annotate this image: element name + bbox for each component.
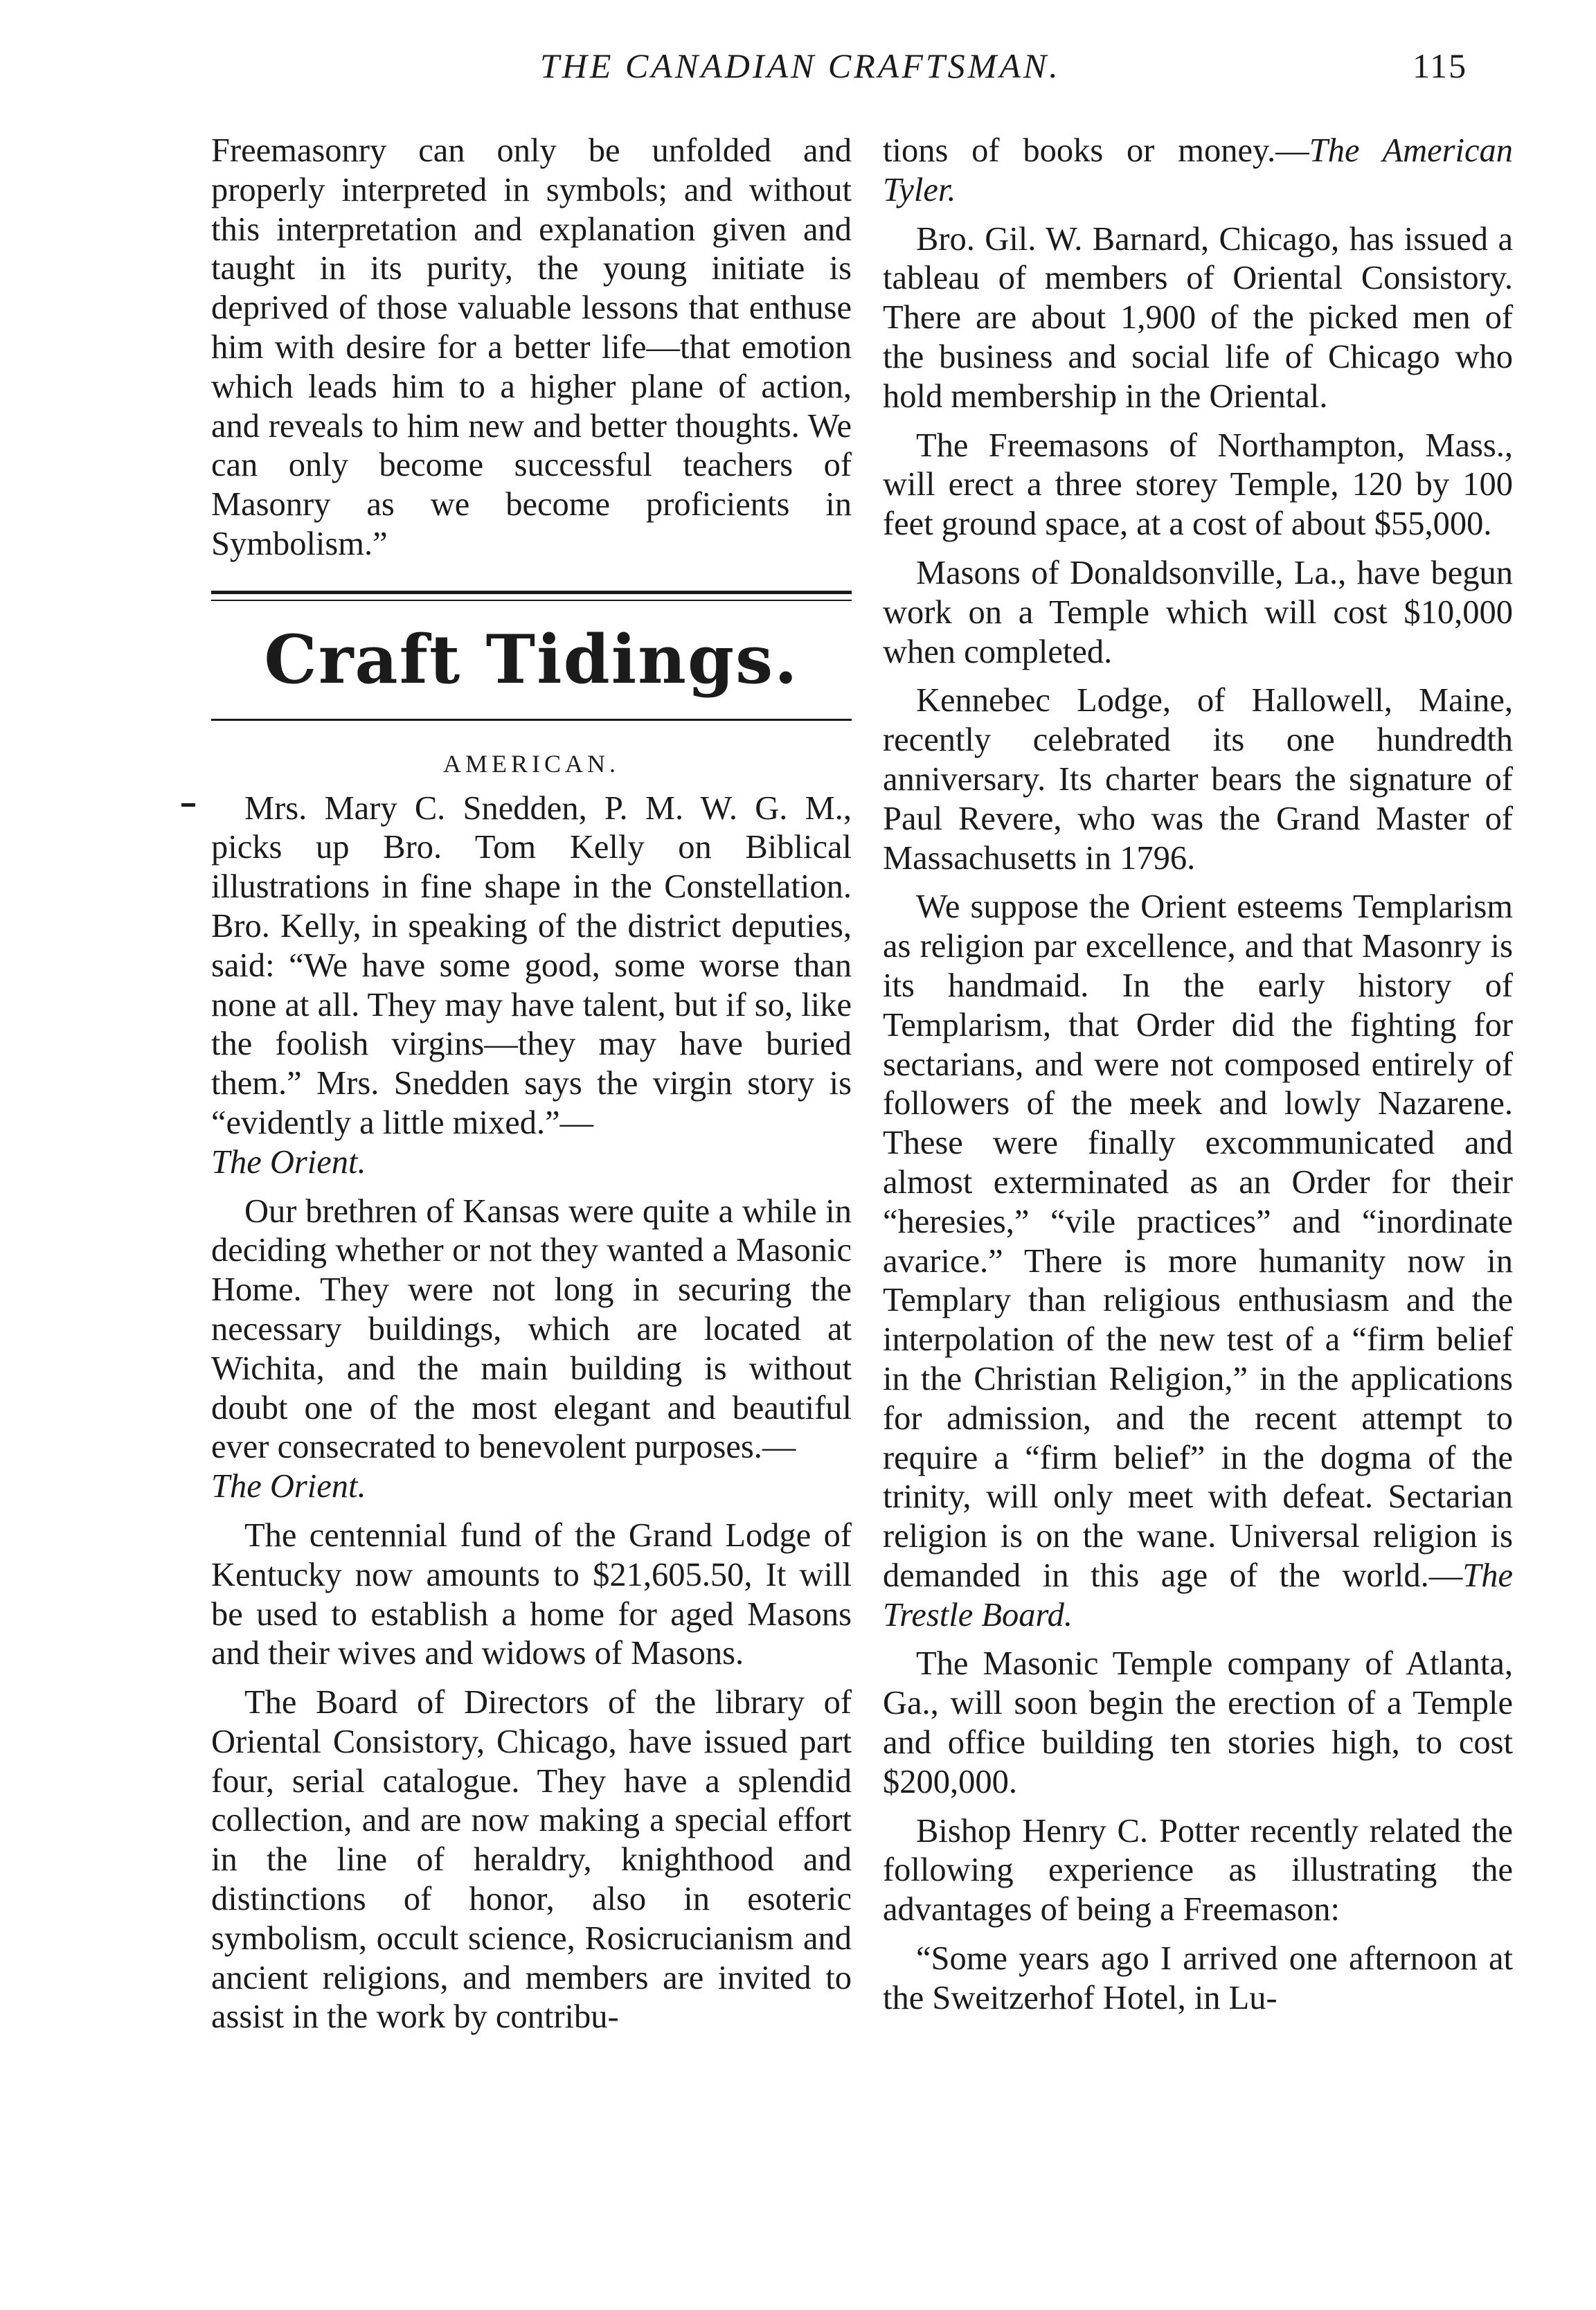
article-source: The Trestle Board.	[883, 1557, 1513, 1633]
article-paragraph: Bro. Gil. W. Barnard, Chicago, has issued a tableau of members of Oriental Consistory. There are about 1,900 of the picked men of the business and social life of Chicago who hold membership in the Oriental.	[883, 220, 1513, 415]
article-text: We suppose the Orient esteems Templarism as religion par excellence, and that Masonry is its handmaid. In the early history of Templarism, that Order did the fighting for sectarians, and were not composed entirely of followers of the meek and lowly Nazarene. These were finally excommunicated and almost exterminated as an Order for their “heresies,” “vile practices” and “inordinate avarice.” There is more humanity now in Templary than religious enthusiasm and the interpolation of the new test of a “firm belief in the Christian Religion,” in the applications for admission, and the recent attempt to require a “firm belief” in the dogma of the trinity, will only meet with defeat. Sectarian religion is on the wane. Universal religion is demanded in this age of the world.—	[883, 888, 1513, 1594]
article-paragraph	[883, 132, 1513, 211]
article-paragraph	[211, 789, 852, 1183]
article-text: tions of books or money.—	[883, 132, 1309, 169]
article-paragraph	[211, 1192, 852, 1507]
article-source: The Orient.	[211, 1143, 366, 1181]
margin-mark	[181, 803, 195, 807]
article-text: Mrs. Mary C. Snedden, P. M. W. G. M., picks up Bro. Tom Kelly on Biblical illustrations in fine shape in the Constellation. Bro. Kelly, in speaking of the district deputies, said: “We have some good, some worse than none at all. They may have talent, but if so, like the foolish virgins—they may have buried them.” Mrs. Snedden says the virgin story is “evidently a little mixed.”—	[211, 789, 852, 1141]
running-head: THE CANADIAN CRAFTSMAN.	[540, 46, 1061, 85]
article-paragraph: The centennial fund of the Grand Lodge of Kentucky now amounts to $21,605.50, It will be used to establish a home for aged Masons and their wives and widows of Masons.	[211, 1516, 852, 1672]
section-title: Craft Tidings.	[264, 620, 799, 699]
article-paragraph: Masons of Donaldsonville, La., have begun work on a Temple which will cost $10,000 when completed.	[883, 554, 1513, 670]
article-paragraph: Bishop Henry C. Potter recently related the following experience as illustrating the advantages of being a Freemason:	[883, 1812, 1513, 1928]
right-column	[883, 132, 1513, 2028]
intro-paragraph: Freemasonry can only be unfolded and properly interpreted in symbols; and without this interpretation and explanation given and taught in its purity, the young initiate is deprived of those valuable lessons that enthuse him with desire for a better life—that emotion which leads him to a higher plane of action, and reveals to him new and better thoughts. We can only become successful teachers of Masonry as we become proficients in Symbolism.”	[211, 132, 852, 562]
article-paragraph	[883, 888, 1513, 1635]
article-text: Our brethren of Kansas were quite a while in deciding whether or not they wanted a Masonic Home. They were not long in securing the necessary buildings, which are located at Wichita, and the main building is without doubt one of the most elegant and beautiful ever consecrated to benevolent purposes.—	[211, 1192, 852, 1466]
article-paragraph: Kennebec Lodge, of Hallowell, Maine, recently celebrated its one hundredth anniversary. Its charter bears the signature of Paul Revere, who was the Grand Master of Massachusetts in 1796.	[883, 682, 1513, 877]
article-source: The Orient.	[211, 1468, 366, 1505]
article-source: The American Tyler.	[883, 132, 1513, 208]
article-paragraph: “Some years ago I arrived one afternoon at the Sweitzerhof Hotel, in Lu-	[883, 1940, 1513, 2016]
section-rule-top	[211, 591, 852, 594]
left-column	[211, 132, 852, 2047]
page-number: 115	[1413, 46, 1468, 85]
section-rule-top-thin	[211, 600, 852, 601]
article-paragraph: The Masonic Temple company of Atlanta, Ga., will soon begin the erection of a Temple and office building ten stories high, to cost $200,000.	[883, 1645, 1513, 1800]
article-paragraph: The Freemasons of Northampton, Mass., will erect a three storey Temple, 120 by 100 feet ground space, at a cost of about $55,000.	[883, 427, 1513, 543]
section-rule-bottom	[211, 719, 852, 721]
subsection-heading: AMERICAN.	[442, 749, 620, 778]
article-paragraph: The Board of Directors of the library of Oriental Consistory, Chicago, have issued part four, serial catalogue. They have a splendid collection, and are now making a special effort in the line of heraldry, knighthood and distinctions of honor, also in esoteric symbolism, occult science, Rosicrucianism and ancient religions, and members are invited to assist in the work by contribu-	[211, 1684, 852, 2036]
